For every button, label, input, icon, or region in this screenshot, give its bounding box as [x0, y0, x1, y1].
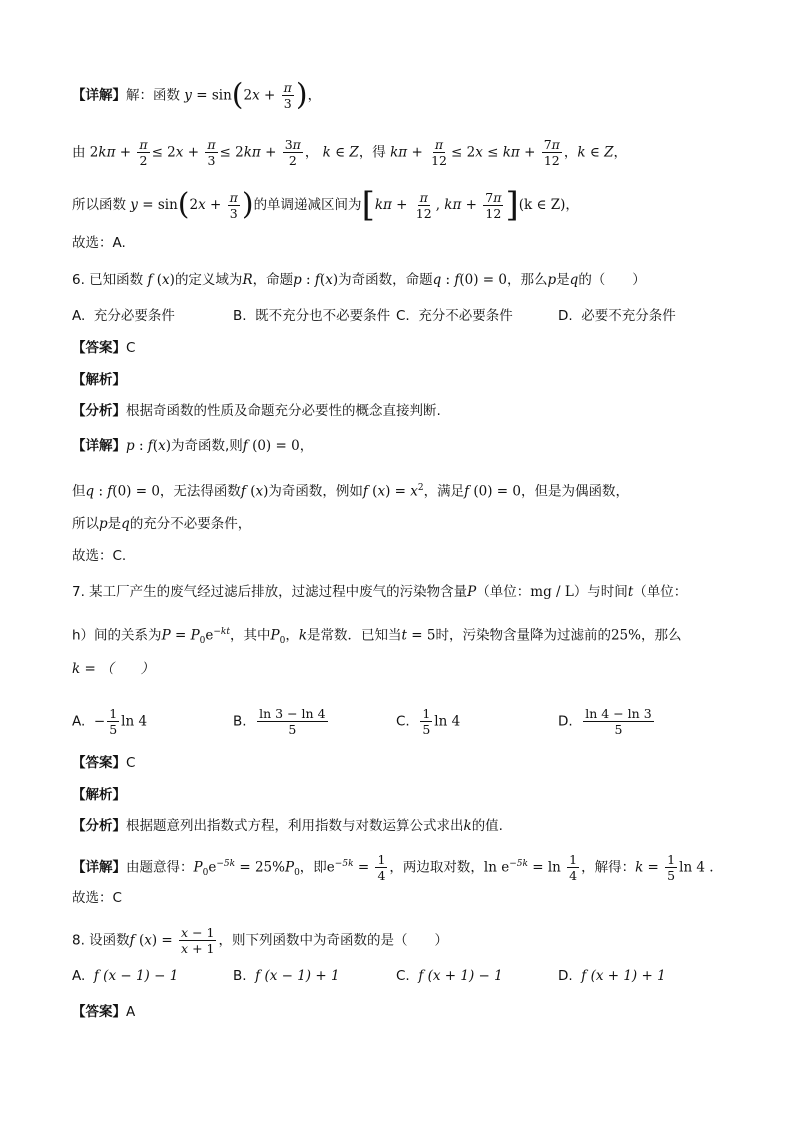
- q5-answer: 故选：A.: [72, 235, 126, 251]
- q7-fenxi-line: 【分析】根据题意列出指数式方程，利用指数与对数运算公式求出k的值.: [72, 818, 503, 834]
- q7-answer-line: 【答案】C: [72, 755, 136, 771]
- q6-detail-line3: 所以p是q的充分不必要条件，: [72, 516, 252, 532]
- q7-option-b[interactable]: B. $\frac{\ln 3 - \ln 4}{5}$: [233, 706, 326, 737]
- q6-answer: C: [126, 340, 136, 356]
- q8-answer-line: 【答案】A: [72, 1004, 136, 1020]
- q7-detail-line: 【详解】由题意得：$P_0e^{-5k} = 25\%P_0$，即$e^{-5k}$ = $\frac{1}{4}$ ，两边取对数，$\ln e^{-5k} = \ln$ $\frac{1}{4}$ ，解得：k = $\frac{1}{5}$ ln 4 .: [72, 852, 714, 883]
- q8-option-c[interactable]: C. f (x + 1) − 1: [396, 968, 503, 984]
- q8-stem: 8. 设函数f (x) = $\frac{x - 1}{x + 1}$ ，则下列函数中为奇函数的是（ ）: [72, 925, 448, 956]
- q5-interval-line: 所以函数 y = sin(2x + $\frac{\pi}{3}$ )的单调递减区间为[kπ + $\frac{\pi}{12}$ , kπ + $\frac{7\pi}{12}$ ](k ∈ Z)，: [72, 185, 579, 225]
- detail-tag: 【详解】: [72, 87, 126, 104]
- q8-answer: A: [126, 1004, 136, 1020]
- q7-option-d[interactable]: D. $\frac{\ln 4 - \ln 3}{5}$: [558, 706, 652, 737]
- q6-option-a[interactable]: A. 充分必要条件: [72, 308, 175, 324]
- q5-detail-line: 【详解】解：函数 y = sin(2x + $\frac{\pi}{3}$ )，: [72, 77, 322, 113]
- q6-detail-line2: 但q : f(0) = 0，无法得函数f (x)为奇函数，例如f $(x) = x^2$，满足f (0) = 0，但是为偶函数，: [72, 483, 629, 500]
- q6-detail-line1: 【详解】p : f(x)为奇函数,则f (0) = 0，: [72, 438, 314, 454]
- q6-final-answer: 故选：C.: [72, 548, 127, 564]
- q8-option-d[interactable]: D. f (x + 1) + 1: [558, 968, 666, 984]
- q6-option-b[interactable]: B. 既不充分也不必要条件: [233, 308, 391, 324]
- q6-analysis-tag: 【解析】: [72, 372, 126, 388]
- q7-stem-line2: h）间的关系为$P = P_0e^{-kt}$，其中$P_0$，k是常数．已知当t = 5时，污染物含量降为过滤前的25%，那么: [72, 627, 682, 647]
- q7-answer: C: [126, 755, 136, 771]
- q6-fenxi-line: 【分析】根据奇函数的性质及命题充分必要性的概念直接判断.: [72, 403, 441, 419]
- q8-option-a[interactable]: A. f (x − 1) − 1: [72, 968, 179, 984]
- q6-option-d[interactable]: D. 必要不充分条件: [558, 308, 676, 324]
- fraction: $\frac{\pi}{3}$: [283, 80, 292, 111]
- q7-option-a[interactable]: A. − $\frac{1}{5}$ ln 4: [72, 706, 148, 737]
- q7-analysis-tag: 【解析】: [72, 787, 126, 803]
- function-formula: y: [184, 87, 192, 104]
- q7-stem-line1: 7. 某工厂产生的废气经过滤后排放，过滤过程中废气的污染物含量P（单位：mg / L）与时间t（单位：: [72, 584, 688, 600]
- q7-stem-line3: k = （ ）: [72, 661, 155, 677]
- q7-final-answer: 故选：C: [72, 890, 122, 906]
- q6-stem: 6. 已知函数 f (x)的定义域为R，命题p : f(x)为奇函数，命题q : f(0) = 0，那么p是q的（ ）: [72, 272, 646, 288]
- detail-text: 解：函数: [126, 87, 180, 104]
- q5-inequality-line: 由 2kπ + $\frac{\pi}{2}$ ≤ 2x + $\frac{\pi}{3}$ ≤ 2kπ + $\frac{3\pi}{2}$ ， k ∈ Z，得 kπ + $\frac{\pi}{12}$ ≤ 2x ≤ kπ + $\frac{7\pi}{12}$ ，k ∈ Z，: [72, 137, 627, 168]
- q8-option-b[interactable]: B. f (x − 1) + 1: [233, 968, 340, 984]
- q6-answer-line: 【答案】C: [72, 340, 136, 356]
- q7-option-c[interactable]: C. $\frac{1}{5}$ ln 4: [396, 706, 461, 737]
- q6-option-c[interactable]: C. 充分不必要条件: [396, 308, 513, 324]
